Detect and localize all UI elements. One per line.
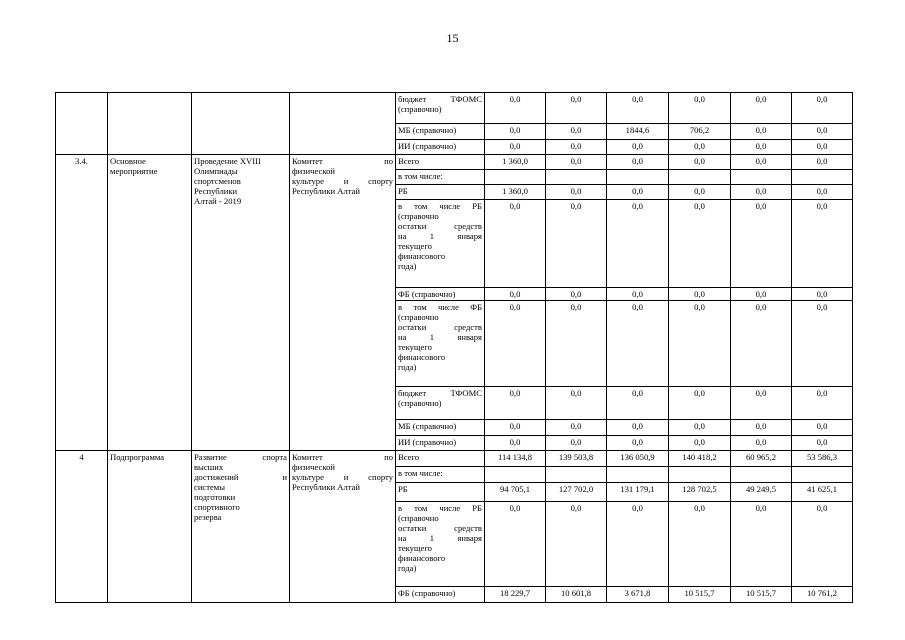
funding-source [396, 200, 485, 288]
funding-source-line: на 1 января [398, 231, 482, 241]
table-row [56, 93, 853, 124]
funding-source [396, 185, 485, 200]
year-value-1: 94 705,1 [485, 483, 546, 502]
year-value-1: 0,0 [485, 288, 546, 301]
item-executor [290, 155, 396, 451]
year-value-6: 0,0 [792, 420, 853, 436]
year-value-5 [731, 170, 792, 185]
item-name-line: Проведение XVIII [194, 156, 261, 166]
year-value-5: 0,0 [731, 502, 792, 587]
year-value-3: 0,0 [607, 436, 669, 451]
year-value-3: 0,0 [607, 288, 669, 301]
year-value-3: 131 179,1 [607, 483, 669, 502]
year-value-3: 3 671,8 [607, 587, 669, 603]
year-value-2: 0,0 [546, 185, 607, 200]
funding-source-line: Всего [398, 156, 420, 166]
funding-source-line: в том числе ФБ [398, 302, 482, 312]
item-name-line: Алтай - 2019 [194, 196, 242, 206]
year-value-3: 0,0 [607, 387, 669, 420]
funding-source-line: текущего [398, 342, 432, 352]
funding-source-line: на 1 января [398, 533, 482, 543]
year-value-4: 140 418,2 [669, 451, 731, 467]
item-type-line: мероприятие [110, 166, 158, 176]
year-value-4: 0,0 [669, 301, 731, 387]
year-value-1 [485, 170, 546, 185]
table-row [56, 451, 853, 467]
funding-source [396, 301, 485, 387]
year-value-5: 0,0 [731, 436, 792, 451]
year-value-6: 0,0 [792, 185, 853, 200]
item-name-line: высших [194, 462, 224, 472]
year-value-4: 0,0 [669, 200, 731, 288]
year-value-6: 0,0 [792, 387, 853, 420]
year-value-6: 53 586,3 [792, 451, 853, 467]
funding-source-line: остатки средств [398, 221, 482, 231]
item-name [192, 451, 290, 603]
year-value-1: 18 229,7 [485, 587, 546, 603]
year-value-1: 0,0 [485, 140, 546, 155]
year-value-2 [546, 467, 607, 483]
year-value-4: 706,2 [669, 124, 731, 140]
year-value-3: 0,0 [607, 140, 669, 155]
year-value-2: 0,0 [546, 301, 607, 387]
item-name-line: Республики [194, 186, 238, 196]
item-executor-line: Республики Алтай [292, 482, 361, 492]
year-value-5: 0,0 [731, 301, 792, 387]
item-executor-line: физической [292, 166, 335, 176]
year-value-4: 0,0 [669, 93, 731, 124]
year-value-3 [607, 170, 669, 185]
year-value-5: 0,0 [731, 155, 792, 170]
funding-source-line: (справочно [398, 211, 439, 221]
year-value-3: 0,0 [607, 420, 669, 436]
year-value-5: 0,0 [731, 420, 792, 436]
year-value-1: 0,0 [485, 124, 546, 140]
funding-source-line: (справочно [398, 312, 439, 322]
year-value-5: 60 965,2 [731, 451, 792, 467]
funding-source-line: года) [398, 261, 417, 271]
item-number: 3.4. [56, 155, 108, 451]
year-value-4: 10 515,7 [669, 587, 731, 603]
budget-table [55, 92, 853, 603]
item-executor [290, 93, 396, 155]
year-value-2: 127 702,0 [546, 483, 607, 502]
year-value-6: 0,0 [792, 155, 853, 170]
item-type-line: Основное [110, 156, 146, 166]
year-value-6: 10 761,2 [792, 587, 853, 603]
year-value-2: 139 503,8 [546, 451, 607, 467]
funding-source-line: финансового [398, 251, 446, 261]
funding-source-line: на 1 января [398, 332, 482, 342]
year-value-4: 0,0 [669, 387, 731, 420]
item-name-line: системы [194, 482, 226, 492]
year-value-2: 10 601,8 [546, 587, 607, 603]
page-number: 15 [446, 31, 459, 45]
item-executor [290, 451, 396, 603]
year-value-5: 0,0 [731, 200, 792, 288]
funding-source-line: ИИ (справочно) [398, 437, 457, 447]
funding-source [396, 155, 485, 170]
funding-source [396, 288, 485, 301]
year-value-5: 0,0 [731, 387, 792, 420]
year-value-6: 41 625,1 [792, 483, 853, 502]
year-value-1: 0,0 [485, 420, 546, 436]
funding-source-line: бюджет ТФОМС [398, 388, 482, 398]
funding-source-line: ФБ (справочно) [398, 289, 456, 299]
funding-source-line: (справочно [398, 513, 439, 523]
funding-source-line: финансового [398, 553, 446, 563]
item-name-line: спортсменов [194, 176, 241, 186]
item-name-line: Олимпиады [194, 166, 238, 176]
year-value-6: 0,0 [792, 93, 853, 124]
item-type [108, 451, 192, 603]
item-executor-line: культуре и спорту [292, 176, 393, 186]
year-value-4: 0,0 [669, 288, 731, 301]
item-executor-line: Комитет по [292, 452, 393, 462]
year-value-6: 0,0 [792, 436, 853, 451]
item-number [56, 93, 108, 155]
year-value-2: 0,0 [546, 140, 607, 155]
year-value-5: 0,0 [731, 93, 792, 124]
funding-source [396, 483, 485, 502]
funding-source [396, 436, 485, 451]
year-value-6: 0,0 [792, 301, 853, 387]
year-value-3: 0,0 [607, 185, 669, 200]
year-value-6: 0,0 [792, 200, 853, 288]
funding-source [396, 124, 485, 140]
item-executor-line: Республики Алтай [292, 186, 361, 196]
year-value-4: 0,0 [669, 140, 731, 155]
year-value-4: 0,0 [669, 502, 731, 587]
year-value-3: 0,0 [607, 301, 669, 387]
item-name-line: подготовки [194, 492, 236, 502]
year-value-3: 0,0 [607, 93, 669, 124]
year-value-1: 1 360,0 [485, 185, 546, 200]
year-value-2: 0,0 [546, 420, 607, 436]
item-name-line: достижений и [194, 472, 287, 482]
funding-source [396, 93, 485, 124]
item-name-line: Развитие спорта [194, 452, 287, 462]
year-value-2: 0,0 [546, 387, 607, 420]
year-value-1: 0,0 [485, 93, 546, 124]
year-value-5: 0,0 [731, 124, 792, 140]
year-value-1: 0,0 [485, 387, 546, 420]
year-value-4 [669, 467, 731, 483]
funding-source-line: ИИ (справочно) [398, 141, 457, 151]
year-value-6: 0,0 [792, 288, 853, 301]
year-value-2: 0,0 [546, 124, 607, 140]
funding-source-line: МБ (справочно) [398, 421, 457, 431]
funding-source-line: года) [398, 563, 417, 573]
year-value-2: 0,0 [546, 436, 607, 451]
funding-source [396, 140, 485, 155]
funding-source [396, 387, 485, 420]
year-value-3 [607, 467, 669, 483]
year-value-2: 0,0 [546, 502, 607, 587]
year-value-5: 0,0 [731, 288, 792, 301]
year-value-4: 0,0 [669, 185, 731, 200]
funding-source-line: РБ [398, 484, 408, 494]
funding-source-line: ФБ (справочно) [398, 588, 456, 598]
funding-source [396, 451, 485, 467]
year-value-1: 1 360,0 [485, 155, 546, 170]
item-type [108, 93, 192, 155]
year-value-3: 1844,6 [607, 124, 669, 140]
item-name [192, 155, 290, 451]
year-value-1 [485, 467, 546, 483]
year-value-5: 0,0 [731, 185, 792, 200]
funding-source [396, 170, 485, 185]
item-executor-line: физической [292, 462, 335, 472]
funding-source-line: года) [398, 362, 417, 372]
year-value-6: 0,0 [792, 124, 853, 140]
year-value-5 [731, 467, 792, 483]
year-value-1: 0,0 [485, 502, 546, 587]
year-value-3: 136 050,9 [607, 451, 669, 467]
funding-source-line: текущего [398, 241, 432, 251]
year-value-3: 0,0 [607, 200, 669, 288]
year-value-5: 10 515,7 [731, 587, 792, 603]
funding-source-line: МБ (справочно) [398, 125, 457, 135]
year-value-4: 128 702,5 [669, 483, 731, 502]
year-value-3: 0,0 [607, 502, 669, 587]
item-number: 4 [56, 451, 108, 603]
item-executor-line: Комитет по [292, 156, 393, 166]
funding-source-line: (справочно) [398, 104, 442, 114]
year-value-1: 0,0 [485, 436, 546, 451]
funding-source-line: остатки средств [398, 322, 482, 332]
item-type-line: Подпрограмма [110, 452, 165, 462]
table-body [56, 93, 853, 603]
year-value-2 [546, 170, 607, 185]
funding-source [396, 502, 485, 587]
year-value-6 [792, 467, 853, 483]
funding-source-line: текущего [398, 543, 432, 553]
funding-source [396, 467, 485, 483]
year-value-5: 49 249,5 [731, 483, 792, 502]
item-name-line: резерва [194, 512, 222, 522]
year-value-6 [792, 170, 853, 185]
funding-source [396, 420, 485, 436]
funding-source-line: (справочно) [398, 398, 442, 408]
year-value-5: 0,0 [731, 140, 792, 155]
funding-source-line: в том числе РБ [398, 503, 482, 513]
year-value-1: 114 134,8 [485, 451, 546, 467]
funding-source-line: в том числе РБ [398, 201, 482, 211]
year-value-4: 0,0 [669, 436, 731, 451]
item-executor-line: культуре и спорту [292, 472, 393, 482]
item-name-line: спортивного [194, 502, 240, 512]
year-value-2: 0,0 [546, 200, 607, 288]
year-value-3: 0,0 [607, 155, 669, 170]
year-value-1: 0,0 [485, 301, 546, 387]
item-name [192, 93, 290, 155]
funding-source-line: в том числе: [398, 171, 443, 181]
year-value-6: 0,0 [792, 140, 853, 155]
funding-source-line: в том числе: [398, 468, 443, 478]
year-value-4: 0,0 [669, 155, 731, 170]
year-value-6: 0,0 [792, 502, 853, 587]
year-value-2: 0,0 [546, 93, 607, 124]
funding-source-line: РБ [398, 186, 408, 196]
funding-source [396, 587, 485, 603]
year-value-4: 0,0 [669, 420, 731, 436]
year-value-2: 0,0 [546, 288, 607, 301]
year-value-2: 0,0 [546, 155, 607, 170]
funding-source-line: финансового [398, 352, 446, 362]
table-row [56, 155, 853, 170]
funding-source-line: Всего [398, 452, 420, 462]
year-value-1: 0,0 [485, 200, 546, 288]
funding-source-line: бюджет ТФОМС [398, 94, 482, 104]
funding-source-line: остатки средств [398, 523, 482, 533]
item-type [108, 155, 192, 451]
year-value-4 [669, 170, 731, 185]
